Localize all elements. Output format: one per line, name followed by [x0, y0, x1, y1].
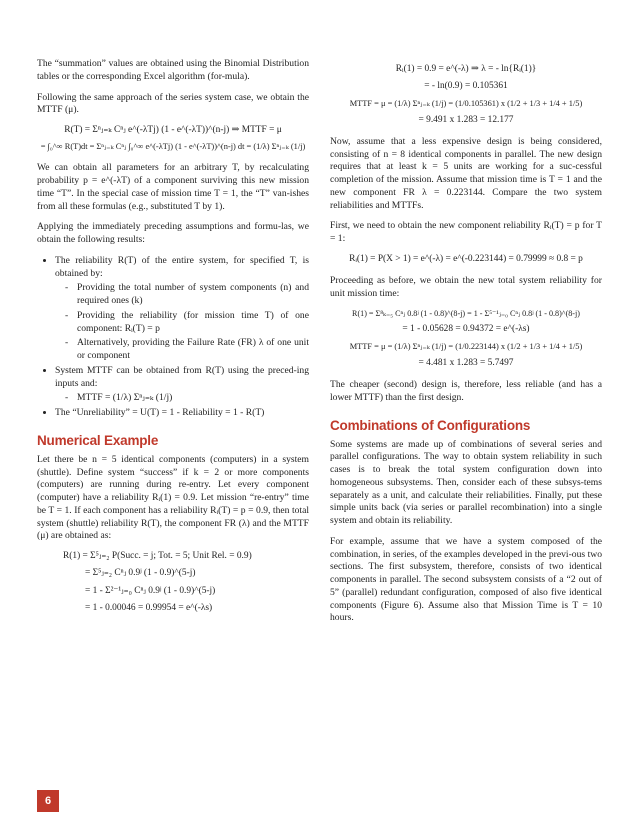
list-item: • The “Unreliability” = U(T) = 1 - Reliability = 1 - R(T)	[55, 407, 309, 420]
equation-line: = 1 - 0.05628 = 0.94372 = e^(-λs)	[402, 324, 530, 335]
paragraph: The “summation” values are obtained using the Binomial Distribution tables or the corresponding Excel algorithm (for-mula).	[37, 58, 309, 82]
equation-line: Rᵢ(1) = P(X > 1) = e^(-λ) = e^(-0.223144) = 0.79999 ≈ 0.8 = p	[349, 253, 583, 264]
left-column	[37, 58, 309, 624]
paragraph: We can obtain all parameters for an arbitrary T, by recalculating probability p = e^(-λT) of a component surviving this new mission time “T”. In the special case of mission time T = 1, the “T” van-ishes from all these formulas (e.g., substituted T by 1).	[37, 162, 309, 212]
equation	[330, 64, 602, 126]
paragraph: For example, assume that we have a system composed of the combination, in series, of the examples developed in the previ-ous two sections. The first subsystem, therefore, consists of two identical components in parallel. The second subsystem consists of a “2 out of 5” (parallel) redundant configuration, composed of also five identical components (Figure 6). Assume also that Mission Time is T = 10 hours.	[330, 535, 602, 624]
sub-list	[55, 282, 309, 363]
section-heading: Combinations of Configurations	[330, 417, 531, 433]
sub-list-item: - MTTF = (1/λ) Σⁿⱼ₌ₖ (1/j)	[65, 392, 309, 405]
equation-line: = - ln(0.9) = 0.105361	[424, 81, 508, 92]
section-heading: Numerical Example	[37, 432, 159, 448]
equation-line: Rᵢ(1) = 0.9 = e^(-λ) ⇒ λ = - ln{Rᵢ(1)}	[395, 64, 537, 74]
equation-line: = Σ⁵ⱼ₌₂ Cⁿⱼ 0.9ʲ (1 - 0.9)^(5-j)	[85, 568, 196, 579]
right-column	[330, 58, 602, 633]
equation	[37, 551, 309, 614]
sub-list-item: - Alternatively, providing the Failure Rate (FR) λ of one unit or component	[65, 337, 309, 363]
paragraph: Now, assume that a less expensive design is being considered, consisting of n = 8 identical components in parallel. The new design requires that at least k = 5 units are working for a suc-cessful completion of the mission. Assume that mission time is T = 1 and the new component FR λ = 0.223144. Compare the two system reliabilities and MTTFs.	[330, 135, 602, 211]
sub-list-item: - Providing the reliability (for mission time T) of one component: Rᵢ(T) = p	[65, 310, 309, 336]
paragraph: Some systems are made up of combinations of several series and parallel configurations. The way to obtain system reliability in such cases is to break the total system configuration down into homogeneous subsystems. Then, consider each of these subsys-tems separately as a unit, and calculate their reliabilities. Finally, put these simple units back (via series or parallel recombination) into a single system and obtain its reliability.	[330, 438, 602, 526]
equation-line: = 1 - 0.00046 = 0.99954 = e^(-λs)	[85, 602, 213, 613]
bullet-list	[37, 255, 309, 420]
list-item-text: System MTTF can be obtained from R(T) using the preced-ing inputs and:	[55, 364, 309, 389]
equation-line: = ∫₀^∞ R(T)dt = Σⁿⱼ₌ₖ Cⁿⱼ ∫₀^∞ e^(-λTj) (1 - e^(-λT))^(n-j) dt = (1/λ) Σⁿⱼ₌ₖ (1/j)	[40, 142, 306, 152]
sub-list	[55, 392, 309, 405]
paragraph: Let there be n = 5 identical components (computers) in a system (shuttle). Define system “success” if k = 2 or more components (computers) are running during re-entry. Let every component (computer) have a reliability Rᵢ(1) = 0.9. Let mission “re-entry” time be T = 1. If each component has a reliability Rᵢ(T) = p = 0.9, then total system (shuttle) reliability R(T), the component FR (λ) and the MTTF (μ) are obtained as:	[37, 453, 309, 542]
equation-line: R(T) = Σⁿⱼ₌ₖ Cⁿⱼ e^(-λTj) (1 - e^(-λT))^(n-j) ⇒ MTTF = μ	[64, 125, 282, 135]
equation	[37, 125, 309, 152]
paragraph: The cheaper (second) design is, therefore, less reliable (and has a lower MTTF) than the first design.	[330, 379, 602, 403]
equation-line: MTTF = μ = (1/λ) Σⁿⱼ₌ₖ (1/j) = (1/0.105361) x (1/2 + 1/3 + 1/4 + 1/5)	[349, 98, 583, 108]
equation-line: R(1) = Σ⁵ⱼ₌₂ P(Succ. = j; Tot. = 5; Unit Rel. = 0.9)	[63, 551, 252, 562]
paragraph: Following the same approach of the series system case, we obtain the MTTF (μ).	[37, 91, 309, 116]
list-item	[55, 365, 309, 405]
equation-line: = 1 - Σ²⁻¹ⱼ₌₀ Cⁿⱼ 0.9ʲ (1 - 0.9)^(5-j)	[85, 585, 216, 596]
equation-line: = 4.481 x 1.283 = 5.7497	[418, 357, 514, 368]
equation-line: MTTF = μ = (1/λ) Σⁿⱼ₌ₖ (1/j) = (1/0.223144) x (1/2 + 1/3 + 1/4 + 1/5)	[349, 341, 583, 351]
equation	[330, 309, 602, 369]
paragraph: First, we need to obtain the new component reliability Rᵢ(T) = p for T = 1:	[330, 220, 602, 245]
equation	[330, 254, 602, 265]
list-item-text: The reliability R(T) of the entire system, for specified T, is obtained by:	[55, 254, 309, 279]
paragraph: Applying the immediately preceding assumptions and formu-las, we obtain the following results:	[37, 221, 309, 246]
paragraph: Proceeding as before, we obtain the new total system reliability for unit mission time:	[330, 275, 602, 299]
equation-line: R(1) = Σ⁸ₖ₌₅ Cⁿⱼ 0.8ʲ (1 - 0.8)^(8-j) = 1 - Σ⁵⁻¹ⱼ₌₀ Cⁿⱼ 0.8ʲ (1 - 0.8)^(8-j)	[352, 308, 580, 318]
page-number-badge: 6	[37, 790, 59, 812]
list-item	[55, 255, 309, 363]
sub-list-item: - Providing the total number of system components (n) and required ones (k)	[65, 282, 309, 308]
equation-line: = 9.491 x 1.283 = 12.177	[418, 114, 514, 125]
